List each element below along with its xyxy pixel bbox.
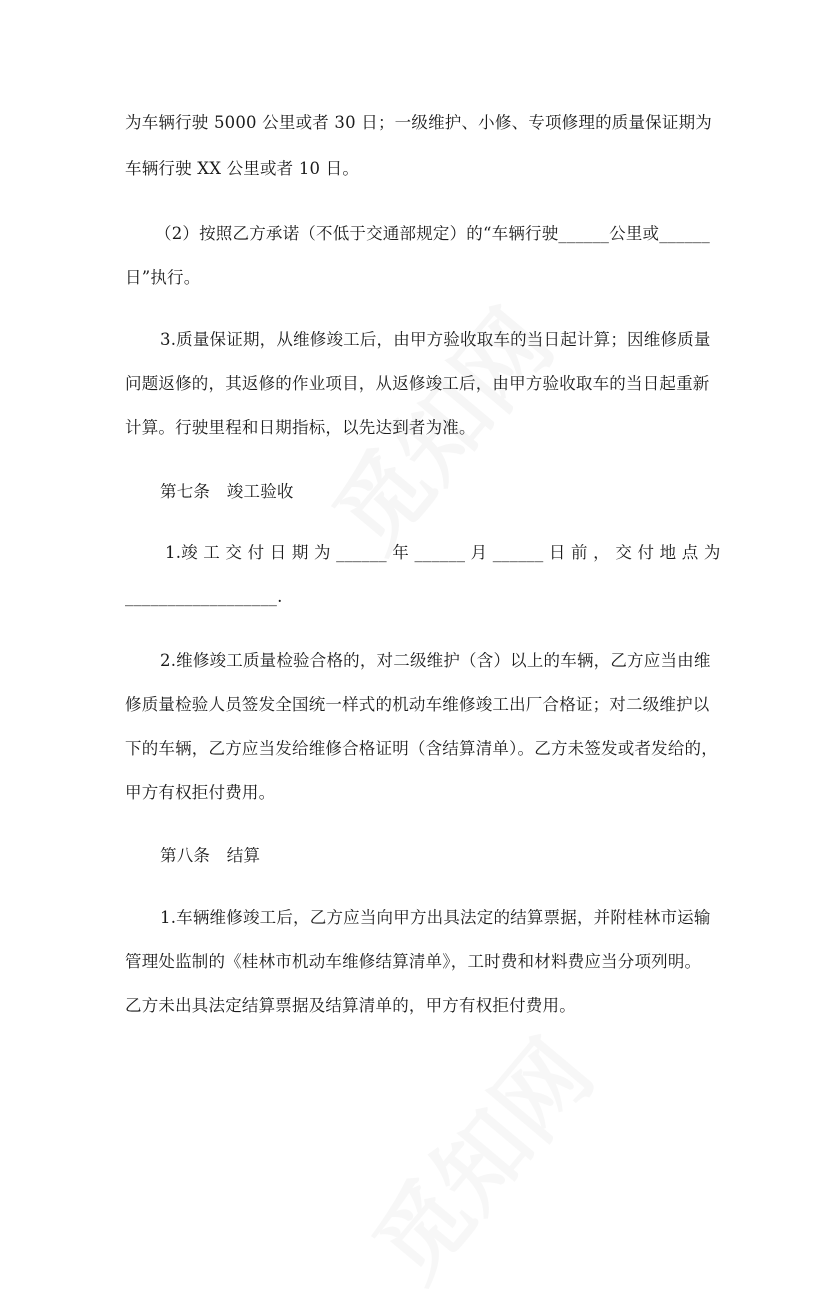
paragraph-line: __________________. — [125, 587, 283, 606]
paragraph-line: 3.质量保证期，从维修竣工后，由甲方验收取车的当日起计算；因维修质量 — [160, 330, 711, 349]
paragraph-line: 管理处监制的《桂林市机动车维修结算清单》，工时费和材料费应当分项列明。 — [125, 952, 702, 971]
paragraph-line: 问题返修的，其返修的作业项目，从返修竣工后，由甲方验收取车的当日起重新 — [125, 374, 710, 393]
paragraph-line: 2.维修竣工质量检验合格的，对二级维护（含）以上的车辆，乙方应当由维 — [160, 651, 711, 670]
paragraph-line: 车辆行驶 XX 公里或者 10 日。 — [125, 159, 360, 178]
paragraph-line: 为车辆行驶 5000 公里或者 30 日；一级维护、小修、专项修理的质量保证期为 — [125, 113, 712, 132]
paragraph-line: 甲方有权拒付费用。 — [125, 783, 276, 802]
paragraph-line: 1.竣 工 交 付 日 期 为 ______ 年 ______ 月 ______ 日 前 ， 交 付 地 点 为 — [165, 543, 721, 562]
paragraph-line: 修质量检验人员签发全国统一样式的机动车维修竣工出厂合格证；对二级维护以 — [125, 695, 710, 714]
section-heading: 第八条 结算 — [160, 846, 261, 865]
paragraph-line: 乙方未出具法定结算票据及结算清单的，甲方有权拒付费用。 — [125, 996, 576, 1015]
paragraph-line: 下的车辆，乙方应当发给维修合格证明（含结算清单）。乙方未签发或者发给的， — [125, 739, 718, 758]
section-heading: 第七条 竣工验收 — [160, 482, 294, 501]
watermark — [339, 1008, 618, 1304]
paragraph-line: （2）按照乙方承诺（不低于交通部规定）的“车辆行驶______公里或______ — [155, 224, 710, 243]
paragraph-line: 1.车辆维修竣工后，乙方应当向甲方出具法定的结算票据，并附桂林市运输 — [160, 908, 711, 927]
paragraph-line: 计算。行驶里程和日期指标，以先达到者为准。 — [125, 418, 476, 437]
paragraph-line: 日”执行。 — [125, 268, 201, 287]
